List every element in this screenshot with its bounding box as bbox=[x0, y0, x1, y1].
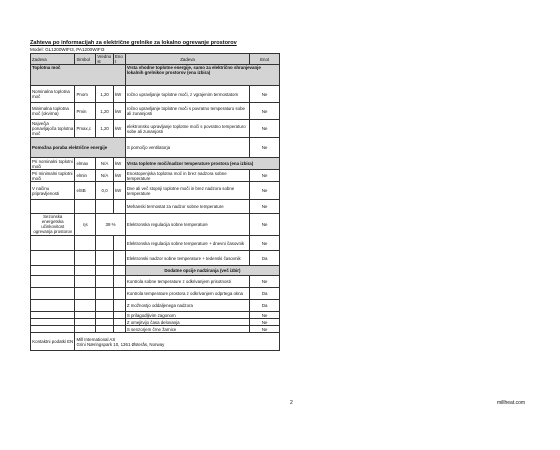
row-text: S senzorjem črne žarnice bbox=[125, 326, 249, 333]
row-value: 0,0 bbox=[96, 182, 114, 200]
header-simbol: Simbol bbox=[75, 54, 96, 65]
header-zadeva-right: Zadeva bbox=[125, 54, 249, 65]
model-line: Model: GL1200WIFI3, PA1200WIFI3 bbox=[30, 47, 105, 52]
row-unit: kW bbox=[113, 170, 125, 182]
contact-details bbox=[75, 333, 280, 351]
row-text: Kontrola sobne temperature z odkrivanjem prisotnosti bbox=[125, 276, 249, 288]
row-symbol: ηs bbox=[75, 214, 96, 236]
row-answer: Ne bbox=[250, 120, 280, 138]
row-label: Največja ponavljajoča toplotna moč bbox=[32, 121, 74, 136]
row-text: ročno upravljanje toplotne moči, z vgrajenim termostatom bbox=[125, 86, 249, 103]
row-answer: Ne bbox=[250, 319, 280, 326]
row-text: Mehanski termostat za nadzor sobne temperature bbox=[125, 200, 249, 214]
row-value: 39 % bbox=[96, 214, 126, 236]
section-vrsta-vhodne: Vrsta vhodne toplotne energije, samo za električno shranjevanje lokalnih grelnikov prostorov (ena izbira) bbox=[125, 65, 279, 86]
contact-address: Grini Næringspark 10, 1361 Østerås, Norway bbox=[76, 341, 165, 347]
table-row bbox=[31, 138, 280, 158]
row-label: Nominalna toplotna moč bbox=[31, 86, 75, 103]
table-row bbox=[31, 300, 280, 312]
table-row bbox=[31, 103, 280, 120]
row-value: 1,20 bbox=[96, 86, 114, 103]
row-symbol: Pmin bbox=[75, 103, 96, 120]
section-toplotna-moc: Toplotna moč bbox=[31, 65, 126, 86]
document-title: Zahteva po informacijah za električne grelnike za lokalno ogrevanje prostorov bbox=[30, 40, 237, 46]
page-number: 2 bbox=[290, 400, 293, 406]
table-row bbox=[31, 319, 280, 326]
row-label: Minimalna toplotna moč (okvirna) bbox=[31, 103, 75, 120]
row-unit: kW bbox=[113, 120, 125, 138]
row-symbol: elSB bbox=[75, 182, 96, 200]
row-answer: Ne bbox=[250, 312, 280, 319]
table-row bbox=[31, 170, 280, 182]
row-symbol: Pmax,c bbox=[75, 120, 96, 138]
table-row bbox=[31, 65, 280, 86]
row-unit: kW bbox=[113, 182, 125, 200]
row-label: Sezonska energetska učinkovitost ogrevanja prostorov bbox=[31, 214, 75, 236]
table-row bbox=[31, 86, 280, 103]
row-text: Elektronski nadzor sobne temperature + tedenski časovnik bbox=[125, 251, 249, 266]
row-unit: kW bbox=[113, 86, 125, 103]
header-enot: Enot bbox=[113, 54, 125, 65]
row-symbol: Pnom bbox=[75, 86, 96, 103]
row-text: ročno upravljanje toplotne moči s povratno temperaturo sobe ali zunanjosti bbox=[125, 103, 249, 120]
row-value: 1,20 bbox=[96, 103, 114, 120]
table-row bbox=[31, 158, 280, 170]
row-answer: Da bbox=[250, 251, 280, 266]
row-label: V načinu pripravljenosti bbox=[31, 182, 75, 200]
row-symbol: elmax bbox=[75, 158, 96, 170]
row-text: Elektronska regulacija sobne temperature bbox=[125, 214, 249, 236]
row-text: Z možnostjo oddaljenega nadzora bbox=[125, 300, 249, 312]
row-text: Kontrola temperature prostora z odkrivanjem odprtega okna bbox=[125, 288, 249, 300]
table-row bbox=[31, 312, 280, 319]
row-value: N/A bbox=[96, 158, 114, 170]
row-unit: kW bbox=[113, 158, 125, 170]
row-text: Dve ali več stopnji toplotne moči in brez nadzora sobne temperature bbox=[125, 182, 249, 200]
table-row bbox=[31, 333, 280, 351]
section-dodatne: Dodatne opcije nadziranja (več izbir) bbox=[125, 266, 279, 276]
row-answer: Ne bbox=[250, 236, 280, 251]
info-table bbox=[30, 53, 280, 351]
row-text: S pomočjo ventilatorja bbox=[125, 138, 249, 158]
row-symbol: elmin bbox=[75, 170, 96, 182]
footer-url: millheat.com bbox=[497, 400, 526, 406]
header-zadeva: Zadeva bbox=[31, 54, 75, 65]
row-text: S prilagodljivim zagonom bbox=[125, 312, 249, 319]
section-pomozna: Pomožna poraba električne energije bbox=[31, 138, 126, 158]
row-answer: Ne bbox=[250, 103, 280, 120]
table-row bbox=[31, 120, 280, 138]
table-header-row bbox=[31, 54, 280, 65]
row-answer: Da bbox=[250, 300, 280, 312]
row-text: Z omejitvijo časa delovanja bbox=[125, 319, 249, 326]
row-answer: Da bbox=[250, 288, 280, 300]
row-answer: Ne bbox=[250, 200, 280, 214]
table-row bbox=[31, 200, 280, 214]
row-answer: Ne bbox=[250, 86, 280, 103]
row-label: Pri nominalni toplotni moči bbox=[31, 158, 75, 170]
table-row bbox=[31, 326, 280, 333]
row-answer: Ne bbox=[250, 138, 280, 158]
table-row bbox=[31, 214, 280, 236]
header-vrednost: Vrednost bbox=[96, 54, 114, 65]
row-answer: Ne bbox=[250, 214, 280, 236]
section-vrsta-toplotne: Vrsta toplotne moči/nadzor temperature prostora (ena izbira) bbox=[125, 158, 279, 170]
row-answer: Ne bbox=[250, 170, 280, 182]
row-unit: kW bbox=[113, 103, 125, 120]
row-value: N/A bbox=[96, 170, 114, 182]
table-row bbox=[31, 236, 280, 251]
header-enot-right: Enot bbox=[250, 54, 280, 65]
row-answer: Ne bbox=[250, 182, 280, 200]
row-text: elektronsko upravljanje toplotne moči s povratno temperaturo sobe ali zunanjosti bbox=[125, 120, 249, 138]
row-answer: Ne bbox=[250, 326, 280, 333]
table-row bbox=[31, 251, 280, 266]
row-text: Elektronska regulacija sobne temperature + dnevni časovnik bbox=[125, 236, 249, 251]
table-row bbox=[31, 276, 280, 288]
contact-company: Mill International AS bbox=[76, 336, 116, 342]
table-row bbox=[31, 182, 280, 200]
table-row bbox=[31, 288, 280, 300]
row-label: Pri minimalni toplotni moči bbox=[31, 170, 75, 182]
info-sheet bbox=[30, 40, 280, 351]
contact-label: Kontaktni podatki EN bbox=[31, 333, 75, 351]
table-row bbox=[31, 266, 280, 276]
row-text: Enostopenjska toplotna moč in brez nadzora sobne temperature bbox=[125, 170, 249, 182]
row-answer: Ne bbox=[250, 276, 280, 288]
row-value: 1,20 bbox=[96, 120, 114, 138]
